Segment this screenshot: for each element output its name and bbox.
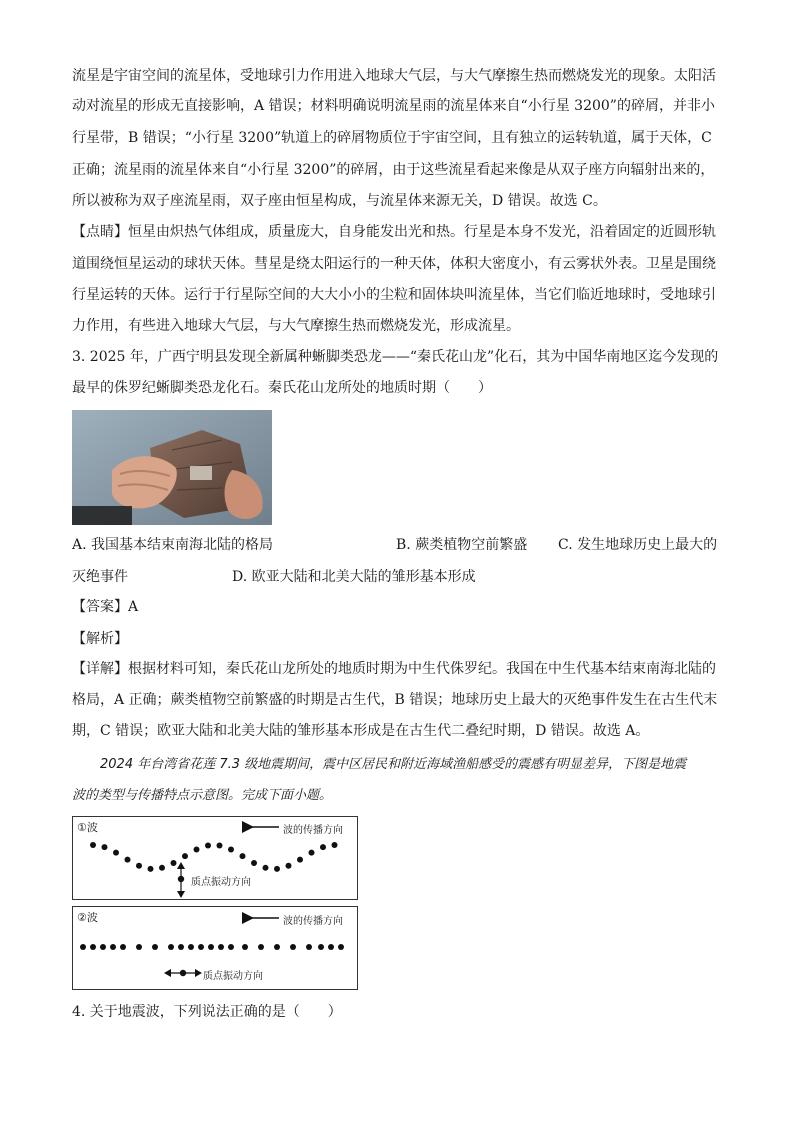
particle-dot [274,944,280,950]
particle-dot [90,944,96,950]
particle-dot [159,865,165,871]
option-d: D. 欧亚大陆和北美大陆的雏形基本形成 [232,569,476,585]
particle-dot [148,866,154,872]
particle-dot [240,853,246,859]
particle-dot [80,944,86,950]
particle-dot [168,944,174,950]
particle-dot [90,842,96,848]
particle-dot [297,857,303,863]
particle-dot [102,844,108,850]
particle-dot [120,944,126,950]
option-c-continued: 灭绝事件 [72,569,128,585]
paragraph-line: 所以被称为双子座流星雨，双子座由恒星构成，与流星体来源无关，D 错误。故选 C。 [72,193,607,209]
paragraph-line: 动对流星的形成无直接影响，A 错误；材料明确说明流星雨的流星体来自“小行星 3200”的碎屑，并非小 [72,98,715,114]
particle-dot [100,944,106,950]
particle-dot [182,853,188,859]
paragraph-line: 正确；流星雨的流星体来自“小行星 3200”的碎屑，由于这些流星看起来像是从双子座方向辐射出来的， [72,162,715,178]
wave-2-label: ②波 [77,911,98,924]
particle-dot [136,863,142,869]
particle-dot [242,944,248,950]
analysis-line: 【详解】根据材料可知，秦氏花山龙所处的地质时期为中生代侏罗纪。我国在中生代基本结束南海北陆的 [72,661,716,677]
key-point-line: 道围绕恒星运动的球状天体。彗星是绕太阳运行的一种天体，体积大密度小，有云雾状外表。卫星是围绕 [72,256,716,272]
option-b: B. 蕨类植物空前繁盛 [396,537,528,553]
intro-line: 2024 年台湾省花莲 7.3 级地震期间，震中区居民和附近海域渔船感受的震感有明显差异，下图是地震 [100,757,687,772]
particle-dot [251,860,257,866]
paragraph-line: 流星是宇宙空间的流星体，受地球引力作用进入地球大气层，与大气摩擦生热而燃烧发光的现象。太阳活 [72,68,716,84]
particle-dot [113,850,119,856]
particle-dot [274,866,280,872]
particle-dot [332,842,338,848]
particle-dot [263,865,269,871]
particle-dot [217,843,223,849]
particle-dot [194,847,200,853]
question-3-stem: 最早的侏罗纪蜥脚类恐龙化石。秦氏花山龙所处的地质时期（ ） [72,380,492,396]
paragraph-line: 行星带，B 错误；“小行星 3200”轨道上的碎屑物质位于宇宙空间，且有独立的运转轨道，属于天体，C [72,130,712,146]
particle-dot [309,850,315,856]
intro-line: 波的类型与传播特点示意图。完成下面小题。 [72,788,333,803]
wave-1-direction-label: 波的传播方向 [283,825,343,836]
particle-dot [290,944,296,950]
answer-line: 【答案】A [72,599,139,615]
particle-dot [228,847,234,853]
key-point-line: 【点睛】恒星由炽热气体组成，质量庞大，自身能发出光和热。行星是本身不发光，沿着固定的近圆形轨 [72,224,716,240]
option-c: C. 发生地球历史上最大的 [558,537,718,553]
analysis-title: 【解析】 [72,631,128,647]
wave-2-direction-label: 波的传播方向 [283,916,343,927]
particle-dot [258,944,264,950]
question-4-stem: 4. 关于地震波，下列说法正确的是（ ） [72,1004,342,1020]
question-3-stem: 3. 2025 年，广西宁明县发现全新属种蜥脚类恐龙——“秦氏花山龙”化石，其为中国华南地区迄今发现的 [72,349,719,365]
wave-1-diagram [72,816,358,900]
particle-dot [328,944,334,950]
wave-2-diagram [72,906,358,990]
wave-2-vibration-label: 质点振动方向 [203,971,263,982]
particle-dot [110,944,116,950]
particle-dot [205,843,211,849]
wave-1-particles [90,842,338,872]
particle-dot [218,944,224,950]
particle-dot [125,857,131,863]
particle-dot [318,944,324,950]
particle-dot [188,944,194,950]
analysis-line: 格局，A 正确；蕨类植物空前繁盛的时期是古生代，B 错误；地球历史上最大的灭绝事件发生在古生代末 [72,692,718,708]
particle-dot [286,863,292,869]
particle-dot [136,944,142,950]
particle-dot [306,944,312,950]
key-point-line: 行星运转的天体。运行于行星际空间的大大小小的尘粒和固体块叫流星体，当它们临近地球时，受地球引 [72,287,716,303]
option-a: A. 我国基本结束南海北陆的格局 [72,537,274,553]
particle-dot [178,944,184,950]
particle-dot [320,844,326,850]
particle-dot [208,944,214,950]
particle-dot [198,944,204,950]
particle-dot [152,944,158,950]
particle-dot [171,860,177,866]
wave-1-vibration-label: 质点振动方向 [191,877,251,888]
particle-dot [228,944,234,950]
fossil-photo [72,410,272,525]
wave-1-label: ①波 [77,821,98,834]
analysis-line: 期，C 错误；欧亚大陆和北美大陆的雏形基本形成是在古生代二叠纪时期，D 错误。故选 A。 [72,723,650,739]
key-point-line: 力作用，有些进入地球大气层，与大气摩擦生热而燃烧发光，形成流星。 [72,318,520,334]
wave-2-particles [80,944,344,950]
particle-dot [338,944,344,950]
